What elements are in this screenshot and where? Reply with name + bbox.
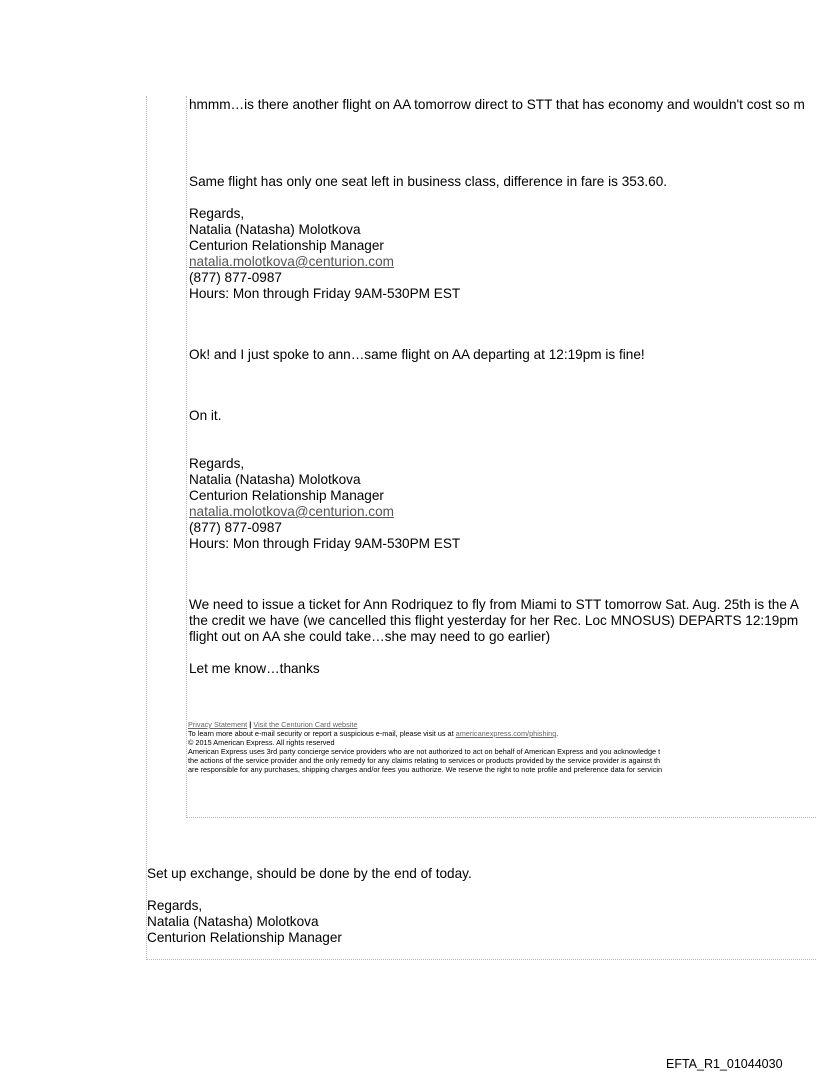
bates-number: EFTA_R1_01044030 — [666, 1057, 783, 1071]
security-text-end: . — [556, 729, 559, 738]
footer-disclaimer: are responsible for any purchases, shipping charges and/or fees you authorize. We reserve the right to note profile and preference data for servicin — [188, 765, 663, 774]
message-text: Ok! and I just spoke to ann…same flight on AA departing at 12:19pm is fine! — [189, 347, 645, 362]
inner-quote-block — [186, 96, 816, 818]
message-text: hmmm…is there another flight on AA tomorrow direct to STT that has economy and wouldn't cost so m — [189, 97, 805, 112]
message-text: We need to issue a ticket for Ann Rodriquez to fly from Miami to STT tomorrow Sat. Aug. 25th is the A — [189, 597, 799, 612]
signature-hours: Hours: Mon through Friday 9AM-530PM EST — [189, 286, 461, 301]
footer-disclaimer: American Express uses 3rd party concierge service providers who are not authorized to act on behalf of American Express and you acknowledge t — [188, 747, 661, 756]
footer-security-line — [188, 729, 558, 738]
signature-name: Natalia (Natasha) Molotkova — [189, 222, 361, 237]
signature-name: Natalia (Natasha) Molotkova — [189, 472, 361, 487]
message-text: On it. — [189, 408, 222, 423]
footer-copyright: © 2015 American Express. All rights reserved — [188, 738, 335, 747]
security-text: To learn more about e-mail security or report a suspicious e-mail, please visit us at — [188, 729, 454, 738]
footer-disclaimer: the actions of the service provider and the only remedy for any claims relating to services or products provided by the service provider is against th — [188, 756, 661, 765]
centurion-website-link[interactable]: Visit the Centurion Card website — [253, 720, 358, 729]
signature-phone: (877) 877-0987 — [189, 270, 282, 285]
signature-title: Centurion Relationship Manager — [189, 238, 384, 253]
reply-regards: Regards, — [147, 898, 203, 913]
message-text: flight out on AA she could take…she may need to go earlier) — [189, 629, 551, 644]
signature-title: Centurion Relationship Manager — [189, 488, 384, 503]
phishing-link[interactable]: americanexpress.com/phishing — [455, 729, 557, 738]
footer-links — [188, 720, 357, 729]
reply-title: Centurion Relationship Manager — [147, 930, 342, 945]
signature-phone: (877) 877-0987 — [189, 520, 282, 535]
signature-regards: Regards, — [189, 206, 245, 221]
signature-email-link[interactable]: natalia.molotkova@centurion.com — [189, 254, 394, 269]
reply-text: Set up exchange, should be done by the end of today. — [147, 866, 472, 881]
privacy-statement-link[interactable]: Privacy Statement — [188, 720, 248, 729]
signature-regards: Regards, — [189, 456, 245, 471]
message-text: the credit we have (we cancelled this flight yesterday for her Rec. Loc MNOSUS) DEPARTS 12:19pm — [189, 613, 799, 628]
signature-hours: Hours: Mon through Friday 9AM-530PM EST — [189, 536, 461, 551]
reply-name: Natalia (Natasha) Molotkova — [147, 914, 319, 929]
message-text: Let me know…thanks — [189, 661, 320, 676]
footer-separator: | — [249, 720, 252, 729]
message-text: Same flight has only one seat left in business class, difference in fare is 353.60. — [189, 174, 668, 189]
signature-email-link[interactable]: natalia.molotkova@centurion.com — [189, 504, 394, 519]
